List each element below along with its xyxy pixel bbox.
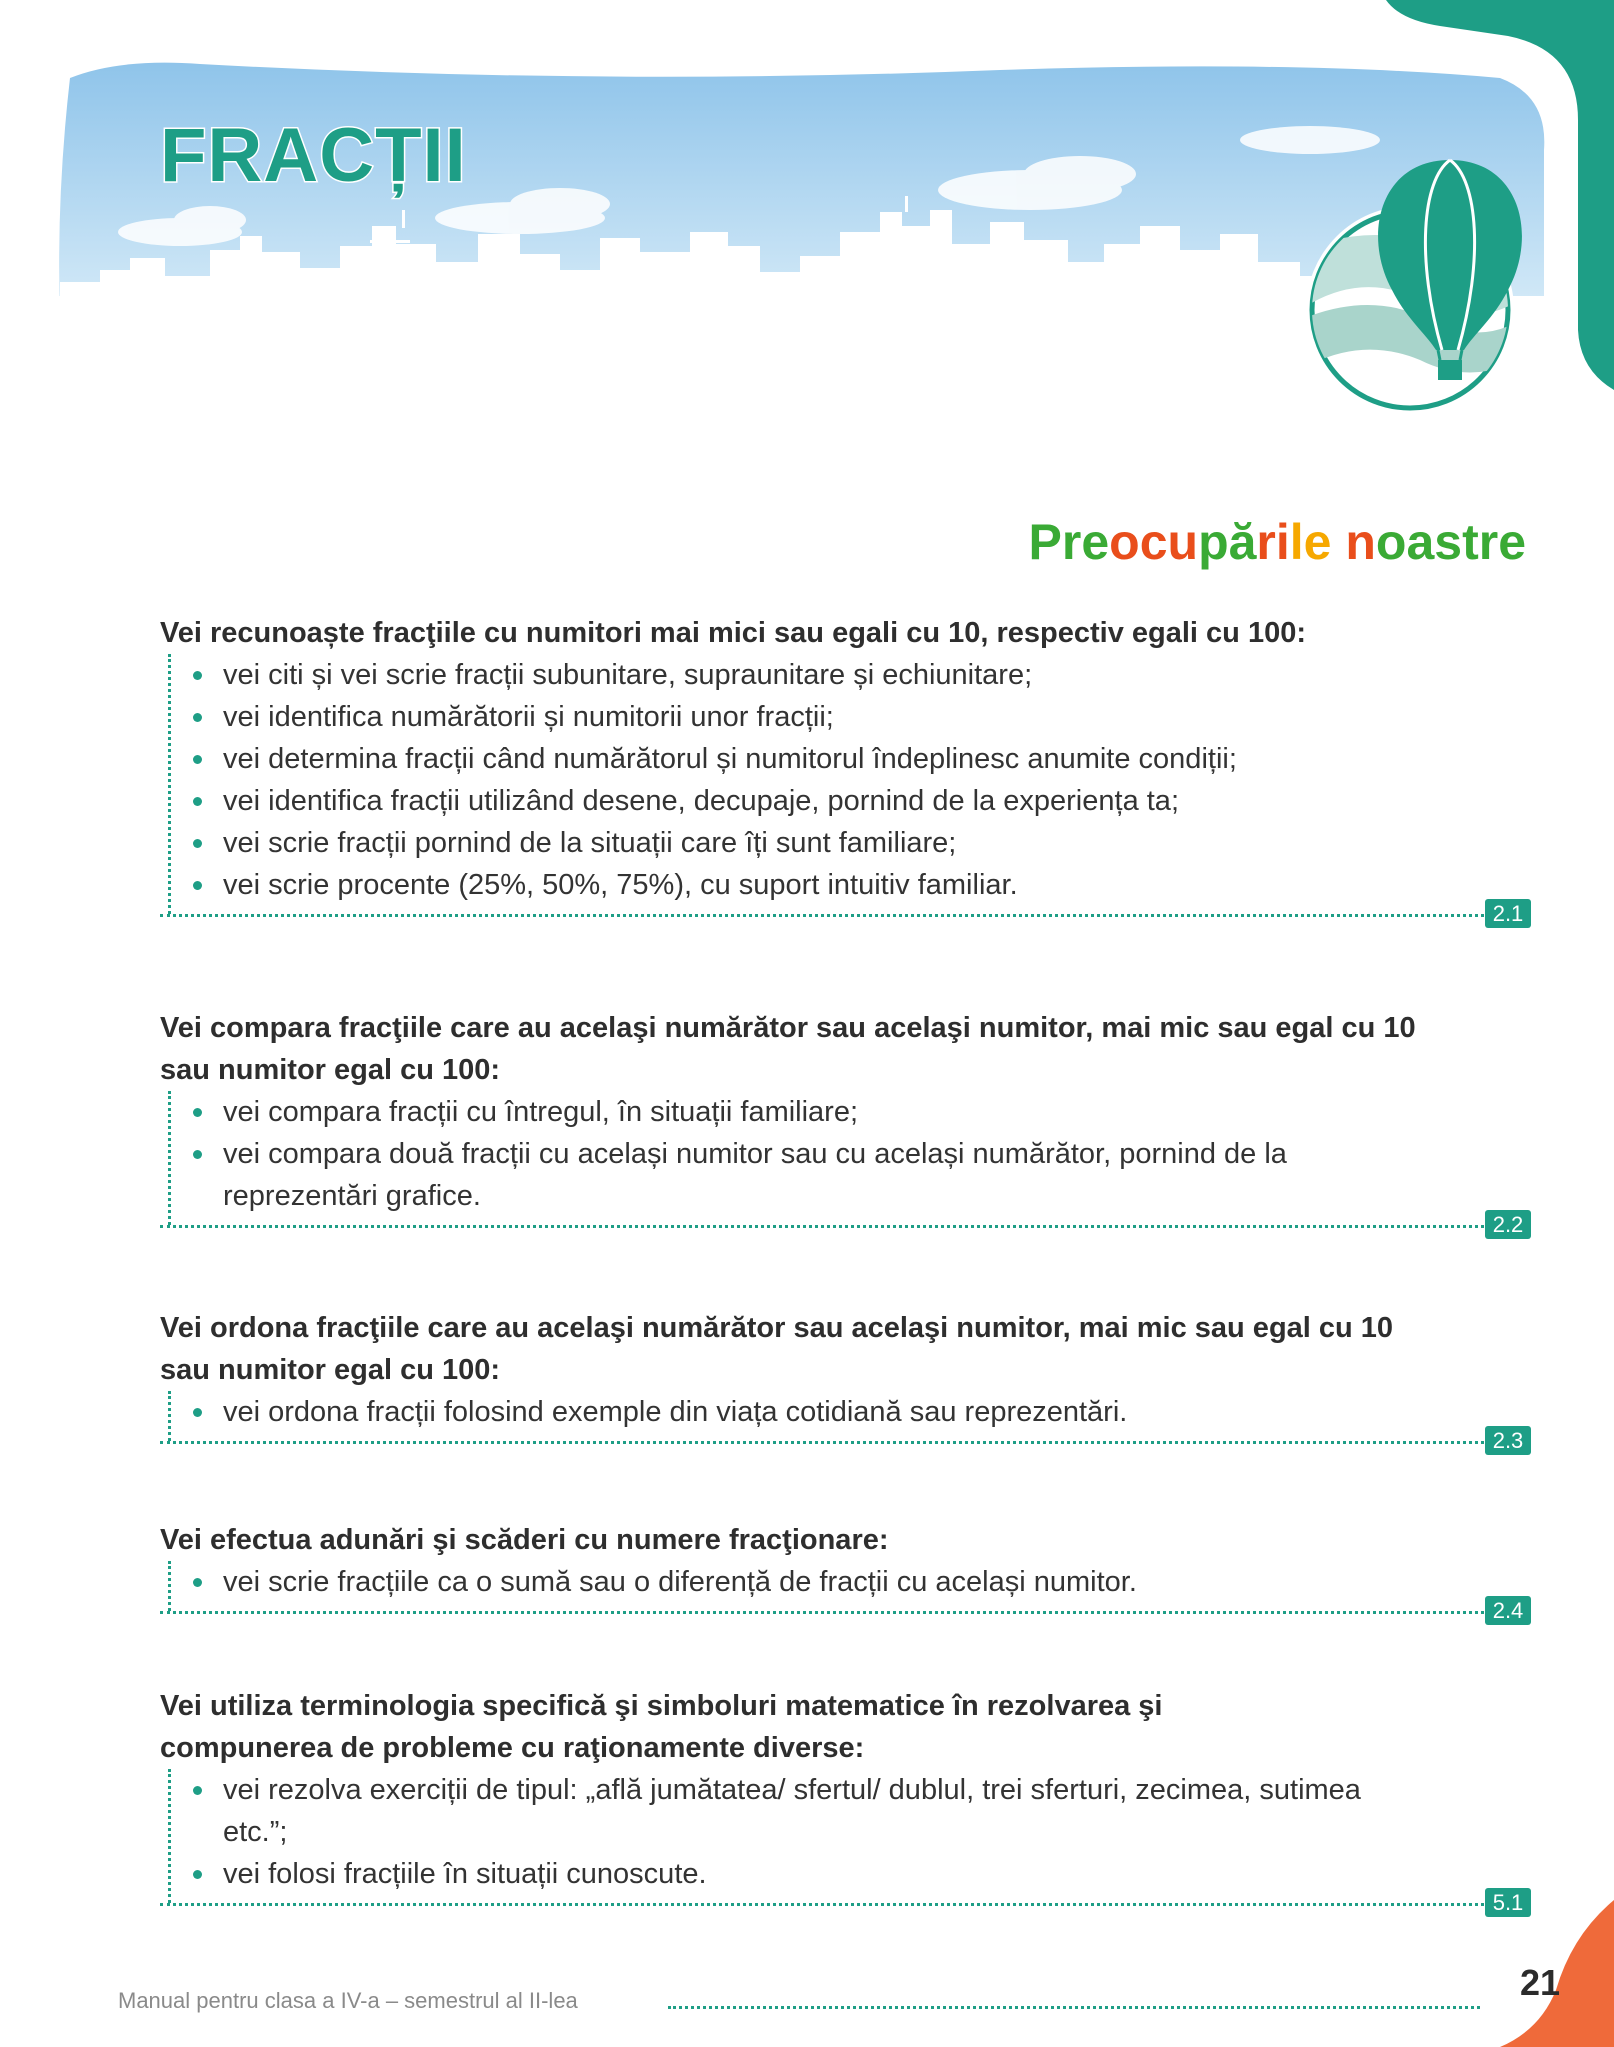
objective-list-box: [168, 1391, 1527, 1441]
subtitle-part: ri: [1256, 514, 1290, 570]
list-item-text: vei compara fracții cu întregul, în situații familiare;: [223, 1096, 859, 1128]
objective-heading: Vei compara fracţiile care au acelaşi numărător sau acelaşi numitor, mai mic sau egal cu 10 sau numitor egal cu 100:: [160, 1012, 1416, 1086]
list-item: [191, 654, 1363, 696]
list-item-text: vei scrie procente (25%, 50%, 75%), cu suport intuitiv familiar.: [223, 869, 1018, 901]
list-item-text: vei identifica numărătorii și numitorii unor fracții;: [223, 701, 834, 733]
subtitle-part: pă: [1198, 514, 1257, 570]
list-item: [191, 1133, 1373, 1217]
objective-list: [171, 1091, 1527, 1217]
list-item-text: vei identifica fracții utilizând desene, decupaje, pornind de la experiența ta;: [223, 785, 1179, 817]
competency-badge: 5.1: [1485, 1888, 1531, 1917]
list-item-text: vei scrie fracții pornind de la situații care îți sunt familiare;: [223, 827, 957, 859]
list-item-text: vei determina fracții când numărătorul și numitorul îndeplinesc anumite condiții;: [223, 743, 1237, 775]
footer-divider: [668, 2006, 1480, 2009]
bullet-icon: [193, 1870, 202, 1879]
footer-caption: Manual pentru clasa a IV-a – semestrul al II-lea: [118, 1988, 578, 2013]
bullet-icon: [193, 671, 202, 680]
subtitle-part: le: [1289, 514, 1332, 570]
bullet-icon: [193, 881, 202, 890]
objective-list-box: [168, 1091, 1527, 1225]
bullet-icon: [193, 1150, 202, 1159]
list-item: [191, 780, 1363, 822]
objective-heading: Vei ordona fracţiile care au acelaşi numărător sau acelaşi numitor, mai mic sau egal cu 10 sau numitor egal cu 100:: [160, 1312, 1394, 1386]
objective-heading: Vei efectua adunări şi scăderi cu numere fracţionare:: [160, 1524, 889, 1556]
bullet-icon: [193, 755, 202, 764]
subtitle-part: n: [1331, 514, 1376, 570]
list-item: [191, 1769, 1403, 1853]
objective-list: [171, 1561, 1527, 1603]
competency-badge: 2.2: [1485, 1210, 1531, 1239]
bullet-icon: [193, 713, 202, 722]
objective-section: [160, 612, 1527, 926]
section-subtitle: [1029, 513, 1526, 571]
list-item: [191, 1091, 1363, 1133]
page-number: 21: [1520, 1962, 1561, 2003]
list-item: [191, 738, 1363, 780]
list-item-text: vei citi și vei scrie fracții subunitare, supraunitare și echiunitare;: [223, 659, 1033, 691]
list-item: [191, 1391, 1363, 1433]
list-item: [191, 822, 1363, 864]
bullet-icon: [193, 1578, 202, 1587]
list-item: [191, 1561, 1363, 1603]
competency-badge: 2.3: [1485, 1426, 1531, 1455]
competency-badge: 2.4: [1485, 1596, 1531, 1625]
list-item: [191, 864, 1363, 906]
objective-list: [171, 1391, 1527, 1433]
bullet-icon: [193, 1108, 202, 1117]
bullet-icon: [193, 1786, 202, 1795]
objective-section: [160, 1685, 1527, 1915]
objective-list-box: [168, 1561, 1527, 1611]
objective-list: [171, 654, 1527, 906]
list-item-text: vei scrie fracțiile ca o sumă sau o diferență de fracții cu același numitor.: [223, 1566, 1137, 1598]
objective-heading: Vei utiliza terminologia specifică şi simboluri matematice în rezolvarea şi compunerea de probleme cu raţionamente diverse:: [160, 1690, 1163, 1764]
subtitle-part: Pre: [1028, 514, 1110, 570]
objective-heading: Vei recunoaște fracţiile cu numitori mai mici sau egali cu 10, respectiv egali cu 100:: [160, 617, 1306, 649]
page-title: FRACȚII: [160, 113, 467, 198]
list-item: [191, 696, 1363, 738]
list-item-text: vei folosi fracțiile în situații cunoscute.: [223, 1858, 707, 1890]
subtitle-part: ocu: [1109, 514, 1199, 570]
subtitle-part: oastre: [1375, 514, 1526, 570]
bullet-icon: [193, 1408, 202, 1417]
bullet-icon: [193, 839, 202, 848]
list-item-text: vei compara două fracții cu același numitor sau cu același numărător, pornind de la reprezentări grafice.: [223, 1138, 1287, 1212]
list-item-text: vei ordona fracții folosind exemple din viața cotidiană sau reprezentări.: [223, 1396, 1128, 1428]
list-item-text: vei rezolva exerciții de tipul: „află jumătatea/ sfertul/ dublul, trei sferturi, zecimea, sutimea etc.”;: [223, 1774, 1361, 1848]
list-item: [191, 1853, 1363, 1895]
objective-list-box: [168, 1769, 1527, 1903]
objective-section: [160, 1519, 1527, 1623]
objective-section: [160, 1307, 1527, 1453]
objective-section: [160, 1007, 1527, 1237]
objective-list: [171, 1769, 1527, 1895]
competency-badge: 2.1: [1485, 899, 1531, 928]
bullet-icon: [193, 797, 202, 806]
objective-list-box: [168, 654, 1527, 914]
